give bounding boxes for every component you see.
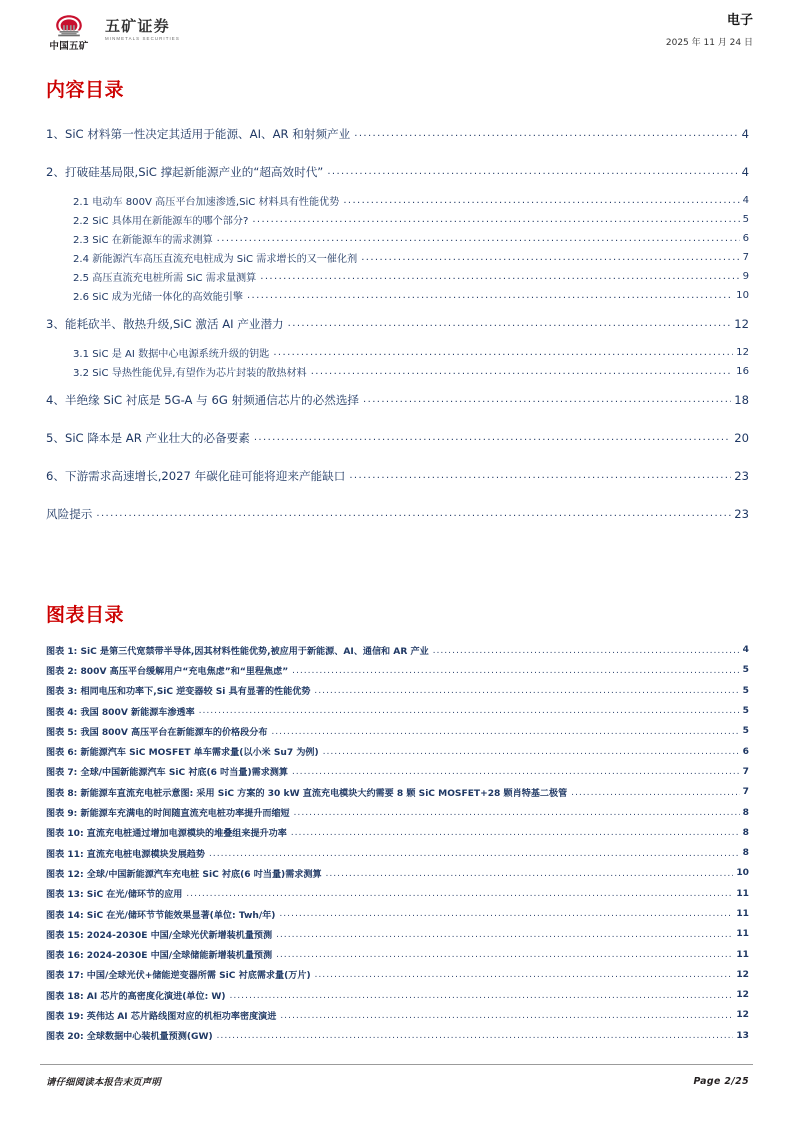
toc-entry[interactable] <box>46 419 749 457</box>
figure-index-label: 图表 8: 新能源车直流充电桩示意图: 采用 SiC 方案的 30 kW 直流充电模块大约需要 8 颗 SiC MOSFET+28 颗肖特基二极管 <box>46 788 568 799</box>
header-meta <box>666 14 753 48</box>
brand-cn-name: 中国五矿 <box>49 41 89 52</box>
toc-entry-label: 2.1 电动车 800V 高压平台加速渗透,SiC 材料具有性能优势 <box>73 197 340 208</box>
figure-index-entry[interactable] <box>46 762 749 782</box>
figure-index-label: 图表 15: 2024-2030E 中国/全球光伏新增装机量预测 <box>46 930 273 941</box>
figure-leader-dots <box>186 889 733 898</box>
figure-index-page: 8 <box>742 827 749 838</box>
figure-index-label: 图表 3: 相同电压和功率下,SiC 逆变器较 Si 具有显著的性能优势 <box>46 687 311 698</box>
figure-leader-dots <box>276 930 733 939</box>
toc-entry-label: 5、SiC 降本是 AR 产业壮大的必备要素 <box>46 431 250 445</box>
toc-leader-dots <box>354 128 738 140</box>
toc-entry-label: 1、SiC 材料第一性决定其适用于能源、AI、AR 和射频产业 <box>46 127 351 141</box>
toc-entry-page: 4 <box>741 127 749 141</box>
toc-entry-page: 12 <box>736 347 749 358</box>
toc-entry-page: 20 <box>734 431 749 445</box>
figure-index-label: 图表 20: 全球数据中心装机量预测(GW) <box>46 1032 213 1043</box>
toc-entry-page: 23 <box>734 469 749 483</box>
toc-entry-label: 6、下游需求高速增长,2027 年碳化硅可能将迎来产能缺口 <box>46 469 346 483</box>
toc-entry-page: 7 <box>742 252 749 263</box>
figure-index-label: 图表 12: 全球/中国新能源汽车充电桩 SiC 衬底(6 吋当量)需求测算 <box>46 869 322 880</box>
figure-index-entry[interactable] <box>46 985 749 1005</box>
toc-entry-page: 5 <box>742 214 749 225</box>
figure-index-entry[interactable] <box>46 884 749 904</box>
figure-index-label: 图表 19: 英伟达 AI 芯片路线图对应的机柜功率密度演进 <box>46 1011 277 1022</box>
figure-index-label: 图表 6: 新能源汽车 SiC MOSFET 单车需求量(以小米 Su7 为例) <box>46 748 319 759</box>
figure-index-entry[interactable] <box>46 802 749 822</box>
figure-index-page: 7 <box>742 766 749 777</box>
figure-index-label: 图表 1: SiC 是第三代宽禁带半导体,因其材料性能优势,被应用于新能源、AI、通信和 AR 产业 <box>46 646 429 657</box>
figure-index-page: 12 <box>736 990 749 1001</box>
toc-entry[interactable] <box>46 286 749 305</box>
china-minmetals-emblem-icon <box>54 14 84 37</box>
toc-entry[interactable] <box>46 495 749 533</box>
figure-index-label: 图表 18: AI 芯片的高密度化演进(单位: W) <box>46 991 226 1002</box>
figure-leader-dots <box>271 727 739 736</box>
figure-leader-dots <box>292 666 740 675</box>
figure-index-label: 图表 16: 2024-2030E 中国/全球储能新增装机量预测 <box>46 951 273 962</box>
figure-index <box>46 640 749 1046</box>
figure-index-page: 12 <box>736 1010 749 1021</box>
toc-leader-dots <box>288 318 732 330</box>
figure-index-entry[interactable] <box>46 904 749 924</box>
figure-index-page: 11 <box>736 949 749 960</box>
figure-index-entry[interactable] <box>46 1026 749 1046</box>
toc-entry[interactable] <box>46 153 749 191</box>
toc-entry[interactable] <box>46 381 749 419</box>
figure-leader-dots <box>315 970 734 979</box>
toc-leader-dots <box>260 271 739 281</box>
toc-leader-dots <box>349 470 731 482</box>
figure-index-page: 5 <box>742 706 749 717</box>
toc-entry-label: 风险提示 <box>46 507 93 521</box>
figure-index-label: 图表 14: SiC 在光/储环节节能效果显著(单位: Twh/年) <box>46 910 276 921</box>
figure-index-page: 13 <box>736 1030 749 1041</box>
figure-index-entry[interactable] <box>46 924 749 944</box>
report-date: 2025 年 11 月 24 日 <box>665 38 753 49</box>
toc-entry[interactable] <box>46 362 749 381</box>
figure-index-label: 图表 10: 直流充电桩通过增加电源模块的堆叠组来提升功率 <box>46 829 287 840</box>
toc-leader-dots <box>247 290 733 300</box>
brand-securities-name: 五矿证券 <box>105 17 170 35</box>
figure-index-entry[interactable] <box>46 843 749 863</box>
figure-index-entry[interactable] <box>46 721 749 741</box>
figure-index-entry[interactable] <box>46 701 749 721</box>
toc-entry[interactable] <box>46 210 749 229</box>
brand-lockup <box>46 14 180 52</box>
figure-index-page: 4 <box>742 645 749 656</box>
figure-index-label: 图表 2: 800V 高压平台缓解用户“充电焦虑”和“里程焦虑” <box>46 666 289 677</box>
figure-leader-dots <box>326 869 734 878</box>
figure-leader-dots <box>209 849 740 858</box>
toc-entry-label: 2.3 SiC 在新能源车的需求测算 <box>73 235 213 246</box>
figure-index-entry[interactable] <box>46 741 749 761</box>
toc-entry[interactable] <box>46 248 749 267</box>
toc-entry[interactable] <box>46 267 749 286</box>
toc-entry-page: 10 <box>736 290 749 301</box>
figure-index-label: 图表 7: 全球/中国新能源汽车 SiC 衬底(6 吋当量)需求测算 <box>46 768 288 779</box>
toc-entry-label: 2、打破硅基局限,SiC 撑起新能源产业的“超高效时代” <box>46 165 324 179</box>
footer-disclaimer: 请仔细阅读本报告末页声明 <box>46 1077 161 1088</box>
toc-leader-dots <box>273 347 733 357</box>
toc-entry[interactable] <box>46 115 749 153</box>
toc-leader-dots <box>327 166 738 178</box>
figure-index-page: 6 <box>742 746 749 757</box>
toc-entry-label: 2.5 高压直流充电桩所需 SiC 需求量测算 <box>73 273 257 284</box>
toc-entry[interactable] <box>46 305 749 343</box>
toc-leader-dots <box>363 394 731 406</box>
figure-index-entry[interactable] <box>46 823 749 843</box>
footer-page-value: 2/25 <box>724 1075 749 1087</box>
figure-index-page: 5 <box>742 726 749 737</box>
brand-securities-subtitle: MINMETALS SECURITIES <box>105 36 180 42</box>
figure-leader-dots <box>292 767 740 776</box>
figure-leader-dots <box>276 950 733 959</box>
toc-entry[interactable] <box>46 457 749 495</box>
footer-divider <box>40 1064 753 1065</box>
figure-leader-dots <box>433 646 740 655</box>
figure-leader-dots <box>217 1031 734 1040</box>
figure-index-entry[interactable] <box>46 863 749 883</box>
figure-leader-dots <box>199 706 740 715</box>
toc-entry[interactable] <box>46 343 749 362</box>
toc-entry-page: 12 <box>734 317 749 331</box>
toc-entry-page: 4 <box>741 165 749 179</box>
toc-entry-page: 6 <box>742 233 749 244</box>
figure-index-entry[interactable] <box>46 640 749 660</box>
figure-index-entry[interactable] <box>46 782 749 802</box>
figure-index-heading: 图表目录 <box>46 604 125 626</box>
toc-entry-label: 3.2 SiC 导热性能优异,有望作为芯片封装的散热材料 <box>73 368 307 379</box>
figure-index-page: 11 <box>736 909 749 919</box>
figure-index-page: 8 <box>742 807 749 818</box>
figure-index-label: 图表 13: SiC 在光/储环节的应用 <box>46 890 183 901</box>
figure-leader-dots <box>230 991 734 1000</box>
figure-index-label: 图表 17: 中国/全球光伏+储能逆变器所需 SiC 衬底需求量(万片) <box>46 971 311 982</box>
toc-heading: 内容目录 <box>46 79 125 101</box>
toc-entry-page: 4 <box>742 195 749 206</box>
figure-index-page: 5 <box>742 685 749 696</box>
toc-entry-page: 23 <box>734 507 749 521</box>
toc-entry-page: 18 <box>734 393 749 407</box>
toc-leader-dots <box>343 195 739 205</box>
toc-entry-label: 2.6 SiC 成为光储一体化的高效能引擎 <box>73 292 243 303</box>
page-header <box>46 14 753 60</box>
figure-index-entry[interactable] <box>46 660 749 680</box>
toc-leader-dots <box>252 214 739 224</box>
figure-index-page: 11 <box>736 929 749 940</box>
figure-index-entry[interactable] <box>46 1005 749 1025</box>
figure-index-entry[interactable] <box>46 965 749 985</box>
footer-page-label: Page <box>693 1075 721 1087</box>
toc-leader-dots <box>311 366 733 376</box>
figure-index-page: 11 <box>736 888 749 899</box>
toc-entry-label: 2.2 SiC 具体用在新能源车的哪个部分? <box>73 216 249 227</box>
toc-entry-page: 9 <box>742 271 749 282</box>
toc-entry-label: 3、能耗砍半、散热升级,SiC 激活 AI 产业潜力 <box>46 317 284 331</box>
toc-leader-dots <box>361 252 739 262</box>
figure-leader-dots <box>314 686 739 695</box>
figure-index-label: 图表 9: 新能源车充满电的时间随直流充电桩功率提升而缩短 <box>46 809 290 820</box>
china-minmetals-logo <box>46 14 92 52</box>
toc-entry-label: 3.1 SiC 是 AI 数据中心电源系统升级的钥匙 <box>73 349 270 360</box>
toc-leader-dots <box>254 432 731 444</box>
figure-index-page: 8 <box>742 848 749 859</box>
toc-entry[interactable] <box>46 191 749 210</box>
sector-label: 电子 <box>726 13 753 28</box>
figure-index-label: 图表 11: 直流充电桩电源模块发展趋势 <box>46 849 206 860</box>
toc-leader-dots <box>217 233 740 243</box>
figure-index-page: 5 <box>742 665 749 676</box>
figure-leader-dots <box>291 828 740 837</box>
figure-index-entry[interactable] <box>46 681 749 701</box>
figure-index-label: 图表 4: 我国 800V 新能源车渗透率 <box>46 707 195 718</box>
table-of-contents <box>46 115 749 533</box>
toc-leader-dots <box>96 508 731 520</box>
brand-securities-lockup <box>105 19 180 41</box>
figure-index-page: 12 <box>736 969 749 980</box>
toc-entry-label: 4、半绝缘 SiC 衬底是 5G-A 与 6G 射频通信芯片的必然选择 <box>46 393 360 407</box>
figure-leader-dots <box>280 1011 733 1020</box>
toc-entry-page: 16 <box>736 366 749 377</box>
figure-leader-dots <box>279 909 733 918</box>
figure-index-page: 10 <box>736 868 749 879</box>
figure-leader-dots <box>323 747 740 756</box>
toc-entry[interactable] <box>46 229 749 248</box>
page-footer <box>46 1074 749 1088</box>
figure-index-page: 7 <box>742 787 749 798</box>
footer-page-number <box>693 1076 749 1087</box>
figure-leader-dots <box>571 788 739 797</box>
toc-entry-label: 2.4 新能源汽车高压直流充电桩成为 SiC 需求增长的又一催化剂 <box>73 254 358 265</box>
figure-index-entry[interactable] <box>46 944 749 964</box>
figure-index-label: 图表 5: 我国 800V 高压平台在新能源车的价格段分布 <box>46 727 268 738</box>
figure-leader-dots <box>294 808 740 817</box>
